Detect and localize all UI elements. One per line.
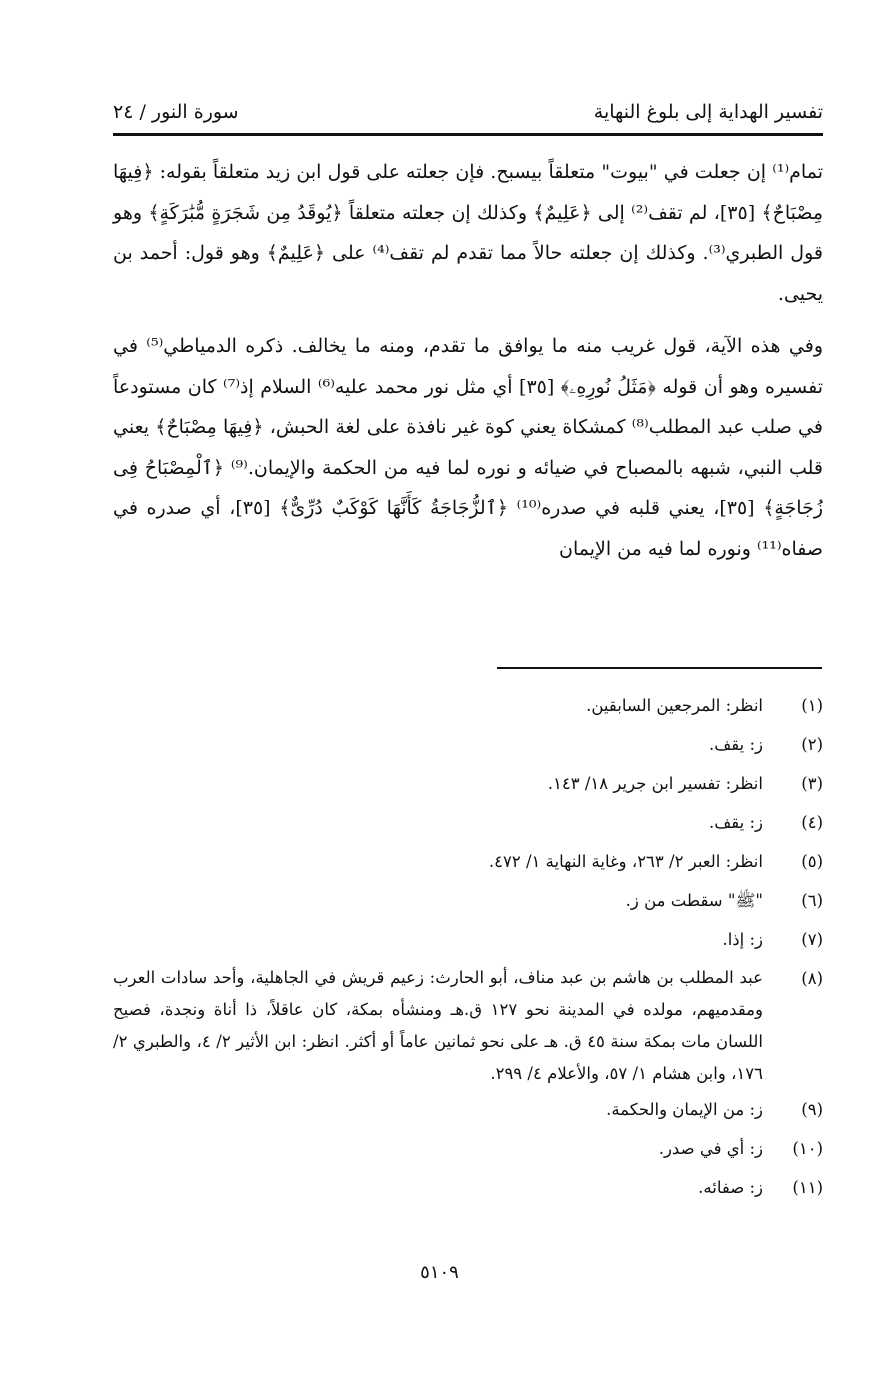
footnote-number: (١١) bbox=[792, 1178, 823, 1197]
book-title: تفسير الهداية إلى بلوغ النهاية bbox=[593, 101, 823, 123]
footnote bbox=[113, 764, 823, 803]
footnote bbox=[113, 1129, 823, 1168]
footnote bbox=[113, 920, 823, 959]
footnote-text: ز: يقف. bbox=[708, 735, 763, 754]
footnotes bbox=[113, 686, 823, 1207]
footnote bbox=[113, 686, 823, 725]
footnote-number: (٧) bbox=[801, 930, 823, 949]
footnote-number: (٨) bbox=[801, 969, 823, 988]
footnote-number: (١) bbox=[801, 696, 823, 715]
footnote-text: ز: أي في صدر. bbox=[658, 1139, 763, 1158]
footnote-text: انظر: تفسير ابن جرير ١٨/ ١٤٣. bbox=[547, 774, 763, 793]
footnote bbox=[113, 881, 823, 920]
footnote-text: ز: إذا. bbox=[722, 930, 763, 949]
footnote bbox=[113, 803, 823, 842]
footnote-text: انظر: العبر ٢/ ٢٦٣، وغاية النهاية ١/ ٤٧٢. bbox=[488, 852, 763, 871]
page-number: ٥١٠٩ bbox=[420, 1262, 459, 1283]
paragraph: وفي هذه الآية، قول غريب منه ما يوافق ما تقدم، ومنه ما يخالف. ذكره الدمياطي⁽⁵⁾ في تفسيره وهو أن قوله ﴿مَثَلُ نُورِهِۦ﴾ [٣٥] أي مثل نور محمد عليه⁽⁶⁾ السلام إذ⁽⁷⁾ كان مستودعاً في صلب عبد المطلب⁽⁸⁾ كمشكاة يعني كوة غير نافذة على لغة الحبش، ﴿فِيهَا مِصْبَاحٌ﴾ يعني قلب النبي، شبهه بالمصباح في ضيائه و نوره لما فيه من الحكمة والإيمان.⁽⁹⁾ ﴿ٱلْمِصْبَاحُ فِى زُجَاجَةٍ﴾ [٣٥]، يعني قلبه في صدره⁽¹⁰⁾ ﴿ٱلزُّجَاجَةُ كَأَنَّهَا كَوْكَبٌ دُرِّىٌّ﴾ [٣٥]، أي صدره في صفاه⁽¹¹⁾ ونوره لما فيه من الإيمان bbox=[113, 335, 824, 560]
footnote-text: ز: يقف. bbox=[708, 813, 763, 832]
main-text bbox=[113, 152, 823, 569]
surah-title: سورة النور / ٢٤ bbox=[113, 101, 239, 123]
footnote-text: انظر: المرجعين السابقين. bbox=[586, 696, 763, 715]
footnote-text: عبد المطلب بن هاشم بن عبد مناف، أبو الحارث: زعيم قريش في الجاهلية، وأحد سادات العرب ومقدميهم، مولده في المدينة نحو ١٢٧ ق.هـ ومنشأه بمكة، كان عاقلاً، ذا أناة ونجدة، فصيح اللسان مات بمكة سنة ٤٥ ق. هـ على نحو ثمانين عاماً أو أكثر. انظر: ابن الأثير ٢/ ٤، والطبري ٢/ ١٧٦، وابن هشام ١/ ٥٧، والأعلام ٤/ ٢٩٩. bbox=[113, 968, 763, 1083]
footnote bbox=[113, 842, 823, 881]
running-header bbox=[113, 90, 823, 136]
footnote-text: ز: صفائه. bbox=[698, 1178, 763, 1197]
footnote bbox=[113, 1090, 823, 1129]
footnote-separator bbox=[497, 667, 822, 669]
footnote-number: (٣) bbox=[801, 774, 823, 793]
footnote-text: ز: من الإيمان والحكمة. bbox=[606, 1100, 763, 1119]
footnote-number: (٩) bbox=[801, 1100, 823, 1119]
footnote bbox=[113, 959, 823, 1090]
footnote-number: (٥) bbox=[801, 852, 823, 871]
footnote-number: (٦) bbox=[801, 891, 823, 910]
footnote-number: (٤) bbox=[801, 813, 823, 832]
paragraph: تمام⁽¹⁾ إن جعلت في "بيوت" متعلقاً بيسبح. فإن جعلته على قول ابن زيد متعلقاً بقوله: ﴿فِيهَا مِصْبَاحٌ﴾ [٣٥]، لم تقف⁽²⁾ إلى ﴿عَلِيمٌ﴾ وكذلك إن جعلته متعلقاً ﴿يُوقَدُ مِن شَجَرَةٍ مُّبَٰرَكَةٍ﴾ وهو قول الطبري⁽³⁾. وكذلك إن جعلته حالاً مما تقدم لم تقف⁽⁴⁾ على ﴿عَلِيمٌ﴾ وهو قول: أحمد بن يحيى. bbox=[113, 161, 824, 305]
footnote bbox=[113, 725, 823, 764]
footnote-text: "ﷺ" سقطت من ز. bbox=[625, 891, 763, 910]
footnote-number: (٢) bbox=[801, 735, 823, 754]
footnote bbox=[113, 1168, 823, 1207]
footnote-number: (١٠) bbox=[792, 1139, 823, 1158]
